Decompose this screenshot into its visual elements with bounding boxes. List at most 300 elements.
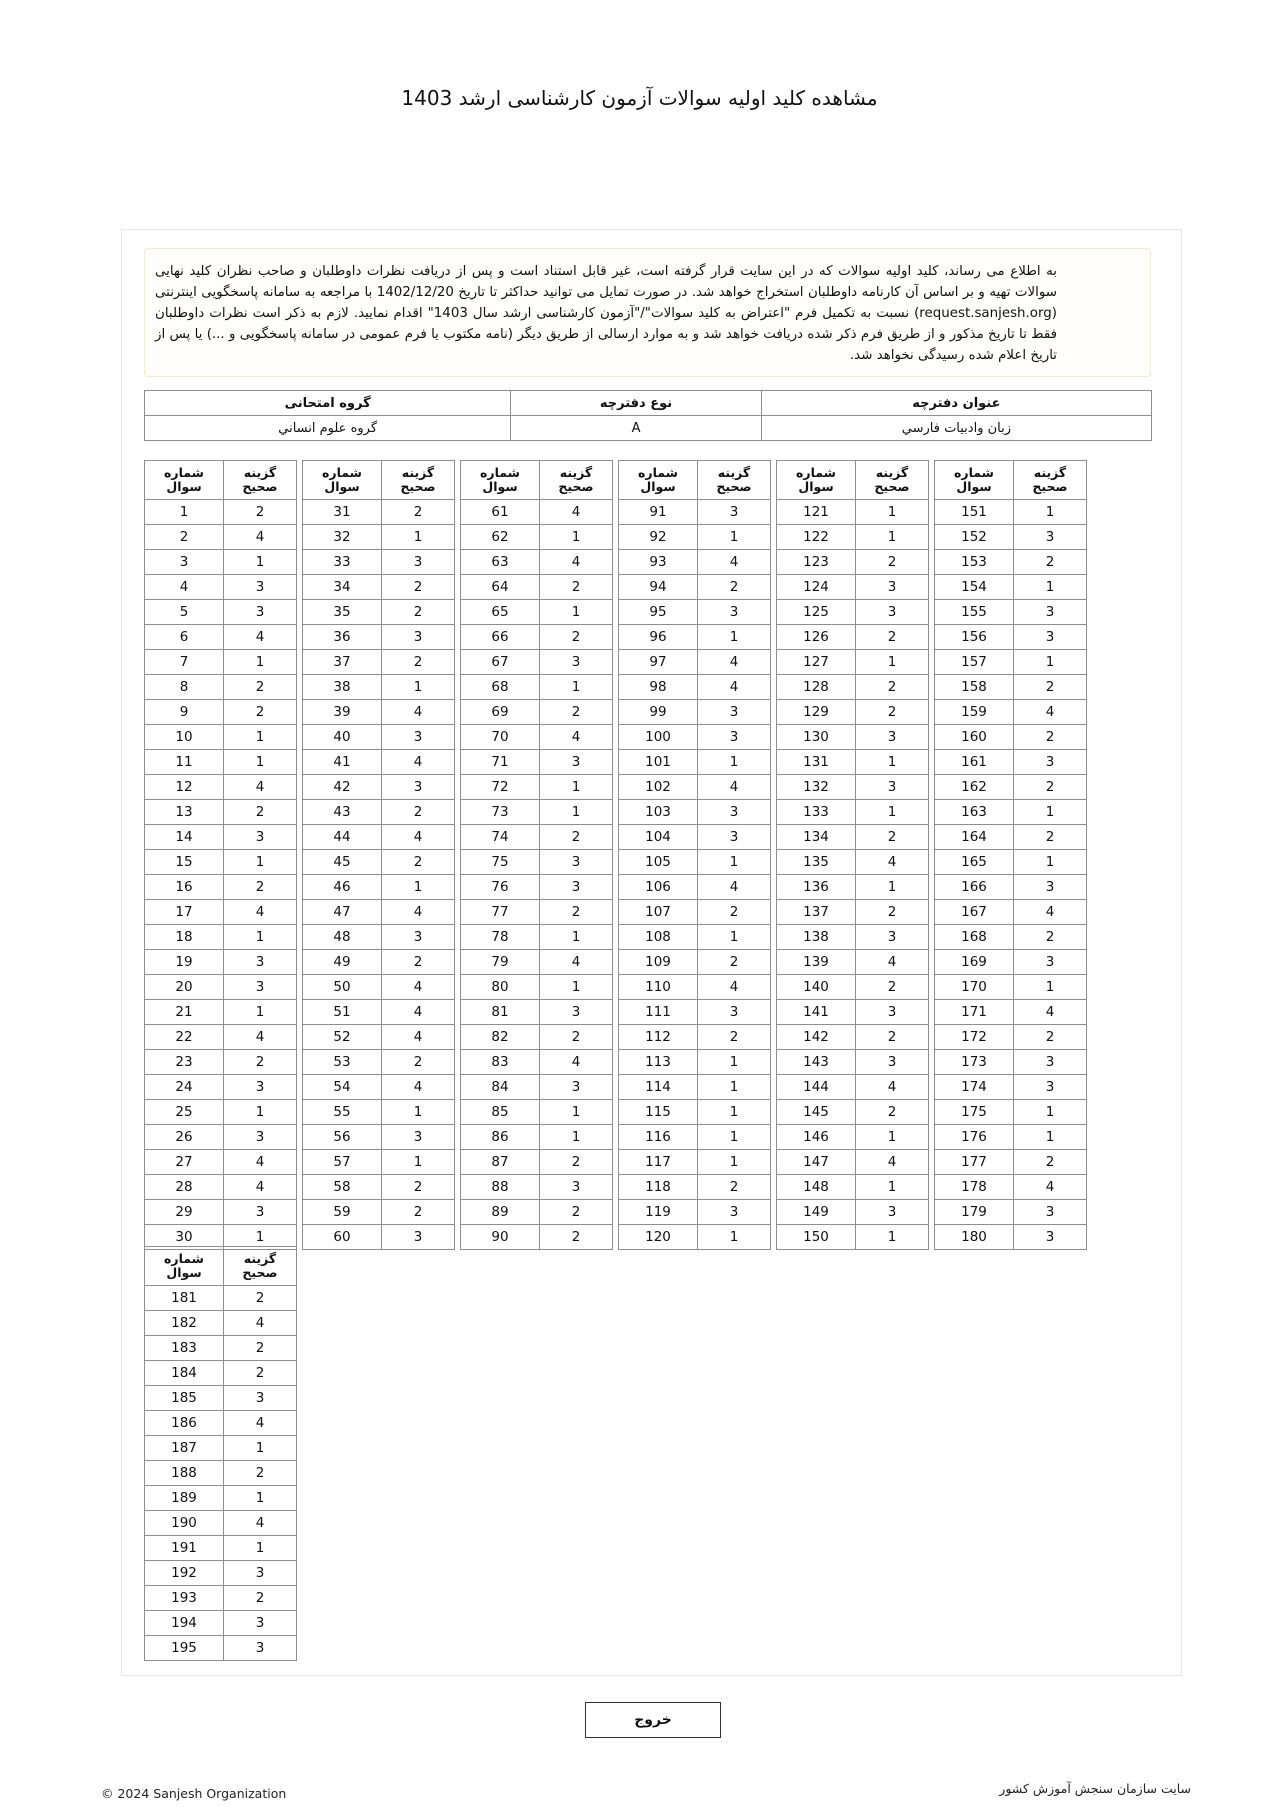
correct-option-cell: 3	[382, 775, 455, 800]
question-number-cell: 174	[935, 1075, 1014, 1100]
answer-key-row	[145, 500, 297, 525]
question-number-cell: 158	[935, 675, 1014, 700]
answer-key-row	[145, 900, 297, 925]
question-number-cell: 132	[777, 775, 856, 800]
answer-key-row	[145, 625, 297, 650]
question-number-header: شماره سوال	[777, 461, 856, 500]
correct-option-cell: 3	[224, 1561, 297, 1586]
correct-option-cell: 1	[1014, 1125, 1087, 1150]
question-number-cell: 135	[777, 850, 856, 875]
question-number-cell: 136	[777, 875, 856, 900]
answer-key-row	[461, 625, 613, 650]
correct-option-cell: 4	[540, 950, 613, 975]
correct-option-cell: 2	[698, 1175, 771, 1200]
answer-key-row	[619, 800, 771, 825]
correct-option-cell: 3	[382, 625, 455, 650]
correct-option-cell: 1	[224, 1486, 297, 1511]
answer-key-row	[935, 675, 1087, 700]
correct-option-cell: 2	[698, 950, 771, 975]
correct-option-cell: 2	[224, 500, 297, 525]
question-number-cell: 80	[461, 975, 540, 1000]
answer-key-row	[145, 925, 297, 950]
correct-option-cell: 1	[540, 800, 613, 825]
answer-key-row	[777, 975, 929, 1000]
question-number-cell: 100	[619, 725, 698, 750]
question-number-cell: 78	[461, 925, 540, 950]
question-number-cell: 194	[145, 1611, 224, 1636]
answer-key-row	[303, 1175, 455, 1200]
question-number-cell: 103	[619, 800, 698, 825]
correct-option-cell: 1	[856, 525, 929, 550]
correct-option-cell: 4	[224, 1511, 297, 1536]
question-number-cell: 19	[145, 950, 224, 975]
correct-option-cell: 4	[698, 650, 771, 675]
answer-key-header-row	[461, 461, 613, 500]
question-number-cell: 41	[303, 750, 382, 775]
correct-option-cell: 1	[856, 750, 929, 775]
answer-key-row	[619, 950, 771, 975]
correct-option-cell: 3	[1014, 525, 1087, 550]
question-number-cell: 187	[145, 1436, 224, 1461]
question-number-cell: 74	[461, 825, 540, 850]
question-number-cell: 172	[935, 1025, 1014, 1050]
question-number-cell: 159	[935, 700, 1014, 725]
question-number-cell: 58	[303, 1175, 382, 1200]
answer-key-row	[461, 750, 613, 775]
question-number-cell: 25	[145, 1100, 224, 1125]
question-number-cell: 122	[777, 525, 856, 550]
question-number-cell: 106	[619, 875, 698, 900]
question-number-cell: 71	[461, 750, 540, 775]
answer-key-row	[777, 500, 929, 525]
correct-option-cell: 2	[856, 1025, 929, 1050]
answer-key-row	[619, 600, 771, 625]
question-number-cell: 28	[145, 1175, 224, 1200]
booklet-type-value: A	[511, 416, 762, 441]
question-number-cell: 107	[619, 900, 698, 925]
question-number-cell: 184	[145, 1361, 224, 1386]
correct-option-cell: 2	[224, 1286, 297, 1311]
question-number-cell: 88	[461, 1175, 540, 1200]
answer-key-row	[303, 700, 455, 725]
page-title: مشاهده کلید اولیه سوالات آزمون کارشناسی ارشد 1403	[401, 86, 878, 110]
answer-key-row	[303, 900, 455, 925]
question-number-cell: 167	[935, 900, 1014, 925]
correct-option-cell: 2	[1014, 775, 1087, 800]
correct-option-cell: 1	[856, 500, 929, 525]
question-number-cell: 95	[619, 600, 698, 625]
answer-key-row	[145, 1511, 297, 1536]
correct-option-cell: 4	[540, 725, 613, 750]
answer-key-row	[303, 650, 455, 675]
correct-option-cell: 3	[224, 975, 297, 1000]
correct-option-cell: 1	[698, 925, 771, 950]
question-number-cell: 64	[461, 575, 540, 600]
answer-key-row	[303, 675, 455, 700]
question-number-cell: 83	[461, 1050, 540, 1075]
notice-box: به اطلاع می رساند، کلید اولیه سوالات که در این سایت قرار گرفته است، غیر قابل استناد است و پس از دریافت نظرات داوطلبان و صاحب نظران کلید نهایی سوالات تهیه و بر اساس آن کارنامه داوطلبان استخراج خواهد شد. در صورت تمایل می توانید حداکثر تا تاریخ 1402/12/20 با مراجعه به سامانه پاسخگویی اینترنتی (request.sanjesh.org) نسبت به تکمیل فرم "اعتراض به کلید سوالات"/"آزمون کارشناسی ارشد سال 1403" اقدام نمایید. لازم به ذکر است نظرات داوطلبان فقط تا تاریخ مذکور و از طریق فرم ذکر شده دریافت خواهد شد و به موارد ارسالی از طریق دیگر (نامه مکتوب یا فرم عمومی در سامانه پاسخگویی و ...) یا پس از تاریخ اعلام شده رسیدگی نخواهد شد.	[144, 248, 1151, 377]
question-number-cell: 96	[619, 625, 698, 650]
question-number-cell: 151	[935, 500, 1014, 525]
booklet-title-header: عنوان دفترچه	[761, 391, 1151, 416]
correct-option-cell: 4	[224, 525, 297, 550]
question-number-cell: 43	[303, 800, 382, 825]
question-number-cell: 17	[145, 900, 224, 925]
question-number-cell: 126	[777, 625, 856, 650]
answer-key-row	[461, 1125, 613, 1150]
answer-key-row	[777, 575, 929, 600]
question-number-cell: 139	[777, 950, 856, 975]
correct-option-cell: 2	[382, 575, 455, 600]
correct-option-cell: 3	[1014, 600, 1087, 625]
question-number-cell: 98	[619, 675, 698, 700]
question-number-cell: 156	[935, 625, 1014, 650]
answer-key-row	[935, 950, 1087, 975]
question-number-cell: 138	[777, 925, 856, 950]
answer-key-row	[303, 975, 455, 1000]
correct-option-cell: 3	[1014, 950, 1087, 975]
question-number-cell: 168	[935, 925, 1014, 950]
answer-key-row	[145, 1100, 297, 1125]
answer-key-row	[145, 525, 297, 550]
answer-key-row	[145, 1411, 297, 1436]
answer-key-table	[302, 460, 455, 1250]
question-number-cell: 45	[303, 850, 382, 875]
answer-key-row	[935, 900, 1087, 925]
answer-key-table	[776, 460, 929, 1250]
correct-option-cell: 2	[540, 900, 613, 925]
answer-key-row	[145, 1125, 297, 1150]
answer-key-row	[145, 650, 297, 675]
answer-key-row	[461, 1075, 613, 1100]
correct-option-cell: 1	[856, 800, 929, 825]
question-number-cell: 3	[145, 550, 224, 575]
correct-option-cell: 3	[1014, 1225, 1087, 1250]
answer-key-panel	[121, 229, 1182, 1676]
correct-option-cell: 1	[698, 1150, 771, 1175]
question-number-cell: 34	[303, 575, 382, 600]
correct-option-cell: 2	[1014, 725, 1087, 750]
answer-key-table	[460, 460, 613, 1250]
correct-option-cell: 3	[224, 600, 297, 625]
answer-key-row	[619, 1075, 771, 1100]
correct-option-cell: 2	[1014, 550, 1087, 575]
correct-option-cell: 4	[540, 550, 613, 575]
question-number-cell: 12	[145, 775, 224, 800]
correct-option-cell: 3	[224, 825, 297, 850]
question-number-cell: 5	[145, 600, 224, 625]
answer-key-row	[935, 800, 1087, 825]
correct-option-cell: 3	[382, 550, 455, 575]
question-number-cell: 148	[777, 1175, 856, 1200]
answer-key-row	[619, 775, 771, 800]
correct-option-cell: 1	[540, 925, 613, 950]
correct-option-cell: 3	[856, 1000, 929, 1025]
answer-key-row	[777, 650, 929, 675]
question-number-cell: 67	[461, 650, 540, 675]
correct-option-cell: 1	[224, 750, 297, 775]
answer-key-row	[145, 1636, 297, 1661]
correct-option-cell: 2	[856, 1100, 929, 1125]
correct-option-cell: 4	[224, 1150, 297, 1175]
correct-option-cell: 1	[856, 875, 929, 900]
correct-option-cell: 2	[224, 1586, 297, 1611]
answer-key-row	[461, 1000, 613, 1025]
correct-option-cell: 3	[1014, 625, 1087, 650]
correct-option-cell: 1	[224, 550, 297, 575]
answer-key-row	[935, 1100, 1087, 1125]
question-number-cell: 92	[619, 525, 698, 550]
question-number-cell: 94	[619, 575, 698, 600]
answer-key-row	[619, 675, 771, 700]
question-number-cell: 112	[619, 1025, 698, 1050]
correct-option-cell: 1	[224, 850, 297, 875]
correct-option-cell: 2	[698, 1025, 771, 1050]
answer-key-header-row	[777, 461, 929, 500]
correct-option-cell: 1	[224, 1100, 297, 1125]
question-number-cell: 35	[303, 600, 382, 625]
question-number-cell: 183	[145, 1336, 224, 1361]
question-number-cell: 118	[619, 1175, 698, 1200]
answer-key-row	[145, 1311, 297, 1336]
correct-option-cell: 1	[540, 775, 613, 800]
answer-key-row	[303, 1050, 455, 1075]
question-number-cell: 162	[935, 775, 1014, 800]
answer-key-row	[777, 775, 929, 800]
answer-key-row	[461, 950, 613, 975]
correct-option-cell: 2	[382, 800, 455, 825]
question-number-cell: 116	[619, 1125, 698, 1150]
answer-key-row	[777, 550, 929, 575]
question-number-cell: 59	[303, 1200, 382, 1225]
answer-key-row	[303, 750, 455, 775]
correct-option-cell: 2	[224, 675, 297, 700]
correct-option-cell: 4	[1014, 1175, 1087, 1200]
question-number-cell: 16	[145, 875, 224, 900]
question-number-cell: 166	[935, 875, 1014, 900]
answer-key-row	[619, 1200, 771, 1225]
answer-key-row	[145, 750, 297, 775]
question-number-cell: 81	[461, 1000, 540, 1025]
correct-option-cell: 4	[540, 500, 613, 525]
correct-option-cell: 1	[1014, 1100, 1087, 1125]
correct-option-cell: 3	[698, 800, 771, 825]
answer-key-row	[303, 1075, 455, 1100]
correct-option-cell: 3	[224, 1075, 297, 1100]
question-number-cell: 117	[619, 1150, 698, 1175]
correct-option-cell: 1	[382, 1150, 455, 1175]
exam-group-header: گروه امتحانی	[145, 391, 511, 416]
question-number-cell: 123	[777, 550, 856, 575]
answer-key-row	[303, 875, 455, 900]
correct-option-cell: 2	[382, 600, 455, 625]
answer-key-table	[934, 460, 1087, 1250]
question-number-cell: 130	[777, 725, 856, 750]
correct-option-header: گزینه صحیح	[856, 461, 929, 500]
answer-key-header-row	[303, 461, 455, 500]
question-number-cell: 186	[145, 1411, 224, 1436]
correct-option-cell: 3	[856, 1050, 929, 1075]
correct-option-cell: 4	[224, 625, 297, 650]
answer-key-row	[145, 825, 297, 850]
correct-option-cell: 1	[540, 600, 613, 625]
correct-option-cell: 2	[382, 650, 455, 675]
footer-site-link[interactable]: سایت سازمان سنجش آموزش کشور	[999, 1781, 1191, 1796]
correct-option-cell: 2	[540, 1150, 613, 1175]
correct-option-cell: 4	[382, 825, 455, 850]
correct-option-cell: 4	[382, 1000, 455, 1025]
correct-option-cell: 1	[856, 650, 929, 675]
correct-option-cell: 2	[856, 700, 929, 725]
correct-option-cell: 3	[540, 1075, 613, 1100]
answer-key-row	[619, 500, 771, 525]
question-number-cell: 10	[145, 725, 224, 750]
question-number-cell: 7	[145, 650, 224, 675]
correct-option-cell: 2	[224, 1361, 297, 1386]
answer-key-row	[145, 1200, 297, 1225]
question-number-cell: 161	[935, 750, 1014, 775]
answer-key-row	[935, 775, 1087, 800]
question-number-cell: 170	[935, 975, 1014, 1000]
correct-option-cell: 2	[382, 1175, 455, 1200]
correct-option-cell: 4	[540, 1050, 613, 1075]
correct-option-cell: 2	[224, 800, 297, 825]
question-number-cell: 105	[619, 850, 698, 875]
answer-key-row	[303, 1225, 455, 1250]
answer-key-row	[619, 1000, 771, 1025]
answer-key-row	[935, 875, 1087, 900]
answer-key-row	[145, 550, 297, 575]
correct-option-header: گزینه صحیح	[224, 461, 297, 500]
question-number-cell: 141	[777, 1000, 856, 1025]
answer-key-row	[461, 1150, 613, 1175]
answer-key-row	[461, 775, 613, 800]
answer-key-row	[303, 950, 455, 975]
correct-option-cell: 4	[224, 1175, 297, 1200]
question-number-cell: 113	[619, 1050, 698, 1075]
answer-key-row	[935, 1125, 1087, 1150]
exam-group-value: گروه علوم انساني	[145, 416, 511, 441]
correct-option-cell: 2	[698, 900, 771, 925]
question-number-cell: 63	[461, 550, 540, 575]
question-number-header: شماره سوال	[935, 461, 1014, 500]
answer-key-row	[935, 500, 1087, 525]
correct-option-cell: 1	[1014, 650, 1087, 675]
correct-option-cell: 1	[224, 1000, 297, 1025]
answer-key-row	[777, 1200, 929, 1225]
booklet-header-row	[145, 391, 1152, 416]
question-number-cell: 102	[619, 775, 698, 800]
answer-key-row	[145, 1336, 297, 1361]
question-number-header: شماره سوال	[619, 461, 698, 500]
answer-key-row	[303, 850, 455, 875]
question-number-cell: 22	[145, 1025, 224, 1050]
correct-option-cell: 1	[382, 1100, 455, 1125]
correct-option-header: گزینه صحیح	[540, 461, 613, 500]
correct-option-cell: 2	[540, 1200, 613, 1225]
question-number-cell: 177	[935, 1150, 1014, 1175]
answer-key-row	[145, 1150, 297, 1175]
correct-option-cell: 1	[224, 1536, 297, 1561]
answer-key-row	[935, 575, 1087, 600]
answer-key-row	[777, 1175, 929, 1200]
answer-key-row	[935, 650, 1087, 675]
answer-key-row	[777, 1075, 929, 1100]
correct-option-cell: 3	[224, 1386, 297, 1411]
correct-option-cell: 4	[224, 900, 297, 925]
answer-key-table	[144, 460, 297, 1250]
correct-option-cell: 1	[1014, 575, 1087, 600]
question-number-cell: 185	[145, 1386, 224, 1411]
question-number-cell: 37	[303, 650, 382, 675]
question-number-cell: 52	[303, 1025, 382, 1050]
answer-key-row	[461, 1225, 613, 1250]
answer-key-row	[619, 1225, 771, 1250]
correct-option-cell: 2	[540, 1025, 613, 1050]
question-number-cell: 179	[935, 1200, 1014, 1225]
correct-option-cell: 1	[1014, 500, 1087, 525]
answer-key-row	[619, 750, 771, 775]
answer-key-row	[461, 800, 613, 825]
correct-option-cell: 4	[382, 900, 455, 925]
question-number-cell: 61	[461, 500, 540, 525]
question-number-cell: 26	[145, 1125, 224, 1150]
correct-option-cell: 3	[382, 1125, 455, 1150]
question-number-cell: 14	[145, 825, 224, 850]
correct-option-cell: 2	[856, 550, 929, 575]
correct-option-cell: 1	[698, 750, 771, 775]
answer-key-row	[145, 1025, 297, 1050]
correct-option-cell: 2	[698, 575, 771, 600]
answer-key-row	[777, 1025, 929, 1050]
answer-key-row	[619, 1025, 771, 1050]
answer-key-row	[935, 1000, 1087, 1025]
question-number-cell: 153	[935, 550, 1014, 575]
answer-key-row	[145, 775, 297, 800]
answer-key-row	[303, 1150, 455, 1175]
question-number-cell: 147	[777, 1150, 856, 1175]
answer-key-row	[145, 1075, 297, 1100]
answer-key-row	[303, 625, 455, 650]
correct-option-cell: 4	[698, 775, 771, 800]
question-number-cell: 181	[145, 1286, 224, 1311]
question-number-cell: 146	[777, 1125, 856, 1150]
correct-option-cell: 3	[698, 600, 771, 625]
answer-key-row	[619, 700, 771, 725]
answer-key-row	[303, 575, 455, 600]
correct-option-cell: 2	[224, 1050, 297, 1075]
answer-key-row	[935, 600, 1087, 625]
answer-key-row	[145, 800, 297, 825]
question-number-cell: 68	[461, 675, 540, 700]
question-number-cell: 77	[461, 900, 540, 925]
answer-key-row	[777, 925, 929, 950]
question-number-cell: 42	[303, 775, 382, 800]
question-number-cell: 40	[303, 725, 382, 750]
correct-option-cell: 3	[540, 650, 613, 675]
exit-button[interactable]: خروج	[585, 1702, 721, 1738]
answer-key-row	[145, 950, 297, 975]
question-number-cell: 79	[461, 950, 540, 975]
question-number-cell: 99	[619, 700, 698, 725]
correct-option-cell: 2	[856, 625, 929, 650]
question-number-cell: 119	[619, 1200, 698, 1225]
correct-option-cell: 1	[224, 1436, 297, 1461]
answer-key-row	[777, 1150, 929, 1175]
answer-key-row	[777, 825, 929, 850]
answer-key-row	[619, 575, 771, 600]
correct-option-cell: 1	[698, 850, 771, 875]
